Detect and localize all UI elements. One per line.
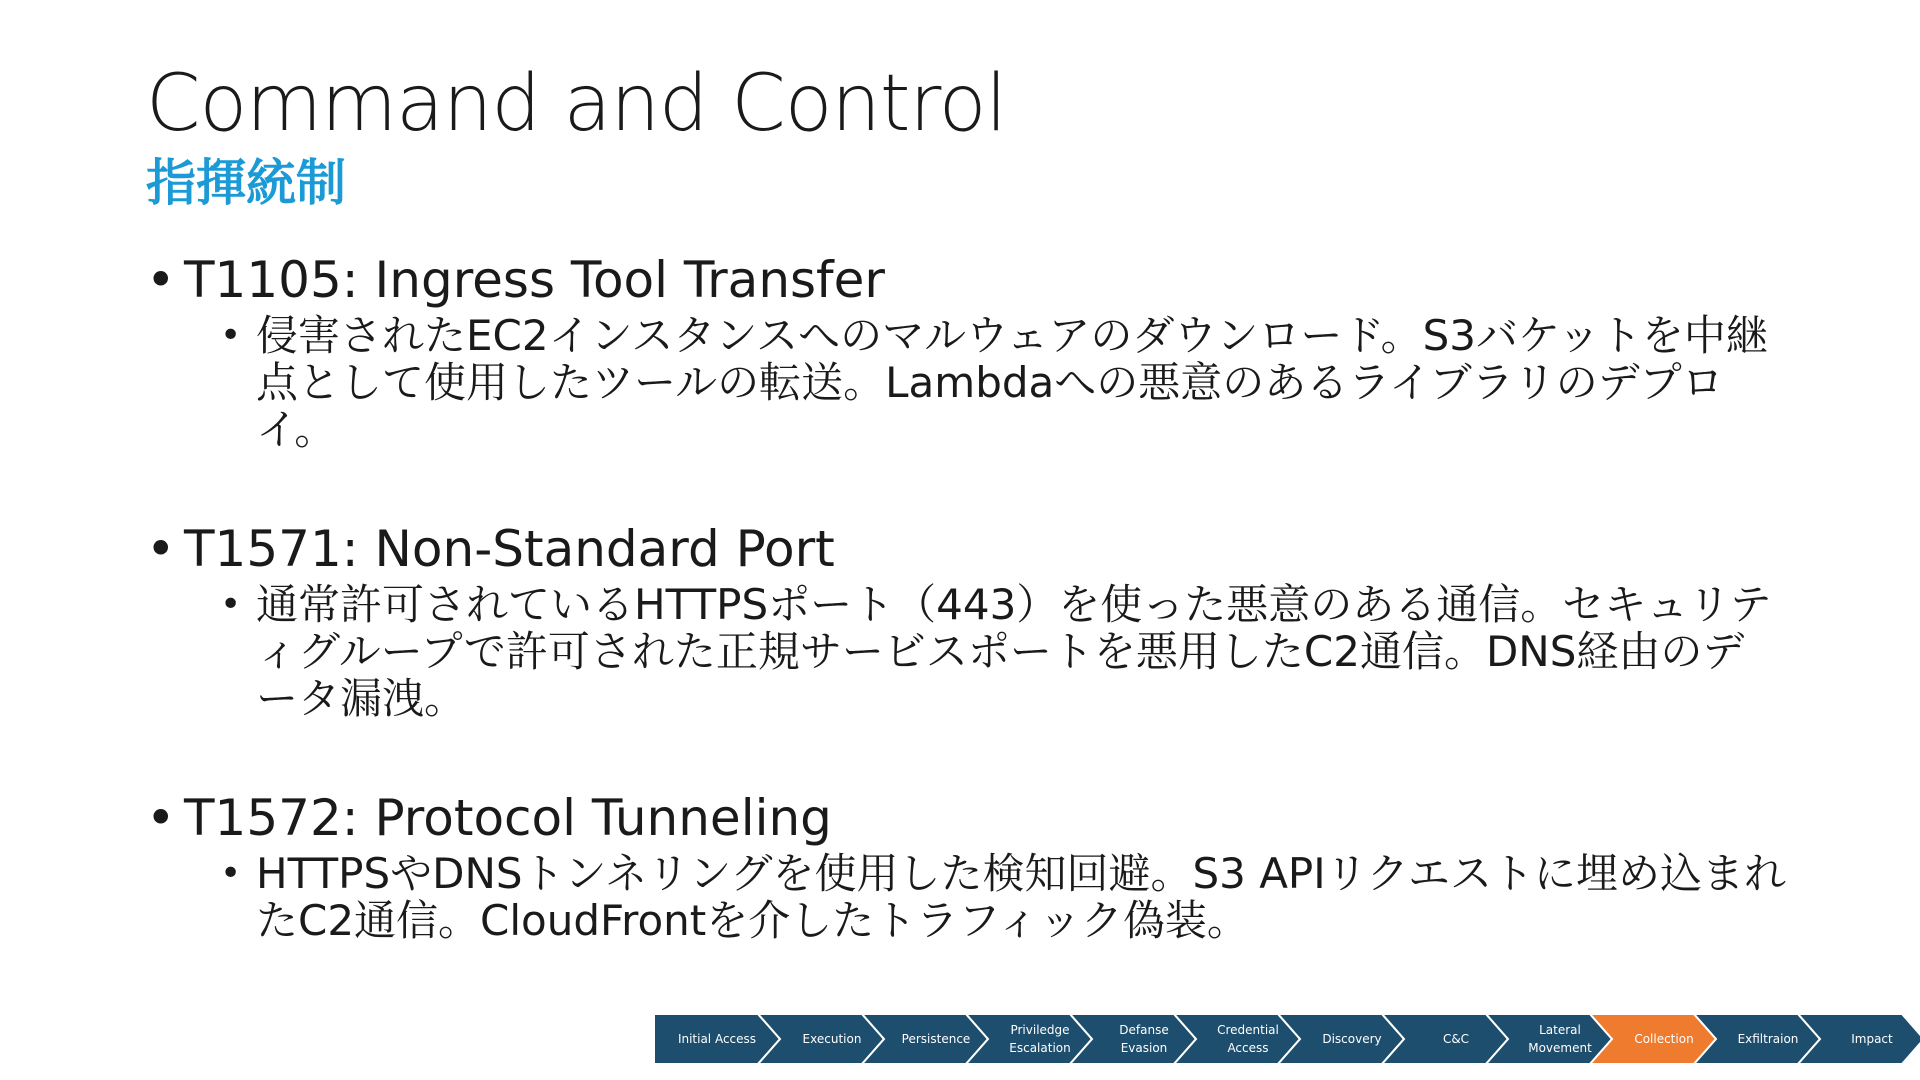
technique-description: 通常許可されているHTTPSポート（443）を使った悪意のある通信。セキュリティグループで許可された正規サービスポートを悪用したC2通信。DNS経由のデータ漏洩。 xyxy=(256,580,1772,723)
technique-item xyxy=(146,786,1786,944)
bullet-icon: • xyxy=(220,315,242,356)
slide-subtitle: 指揮統制 xyxy=(146,154,346,212)
attack-stage-label: Persistence xyxy=(901,1032,971,1046)
attack-stage-label: Collection xyxy=(1634,1032,1694,1046)
attack-stage-label: Credential Access xyxy=(1217,1023,1279,1055)
technique-heading: T1572: Protocol Tunneling xyxy=(184,789,832,847)
attack-stage-label: Priviledge Escalation xyxy=(1009,1023,1071,1055)
technique-item xyxy=(146,517,1786,722)
attack-stage-label: Discovery xyxy=(1322,1032,1382,1046)
technique-heading: T1105: Ingress Tool Transfer xyxy=(184,251,885,309)
attack-stage-label: Exfiltraion xyxy=(1737,1032,1799,1046)
technique-heading: T1571: Non-Standard Port xyxy=(184,520,835,578)
technique-description: HTTPSやDNSトンネリングを使用した検知回避。S3 APIリクエストに埋め込まれたC2通信。CloudFrontを介したトラフィック偽装。 xyxy=(256,849,1786,945)
attack-chain xyxy=(654,1014,1920,1064)
bullet-icon: • xyxy=(220,584,242,625)
attack-stage-label: Lateral Movement xyxy=(1528,1023,1592,1055)
bullet-icon: • xyxy=(146,789,176,847)
bullet-icon: • xyxy=(220,853,242,894)
attack-stage-label: Initial Access xyxy=(677,1032,757,1046)
technique-item xyxy=(146,248,1786,453)
attack-stage-label: C&C xyxy=(1442,1032,1470,1046)
attack-stage-label: Defanse Evasion xyxy=(1119,1023,1169,1055)
attack-stage-label: Impact xyxy=(1851,1032,1893,1046)
bullet-icon: • xyxy=(146,251,176,309)
bullet-icon: • xyxy=(146,520,176,578)
attack-stage-label: Execution xyxy=(802,1032,862,1046)
technique-description: 侵害されたEC2インスタンスへのマルウェアのダウンロード。S3バケットを中継点として使用したツールの転送。Lambdaへの悪意のあるライブラリのデプロイ。 xyxy=(256,311,1768,454)
technique-list xyxy=(146,248,1786,944)
slide-title: Command and Control xyxy=(146,59,1007,149)
